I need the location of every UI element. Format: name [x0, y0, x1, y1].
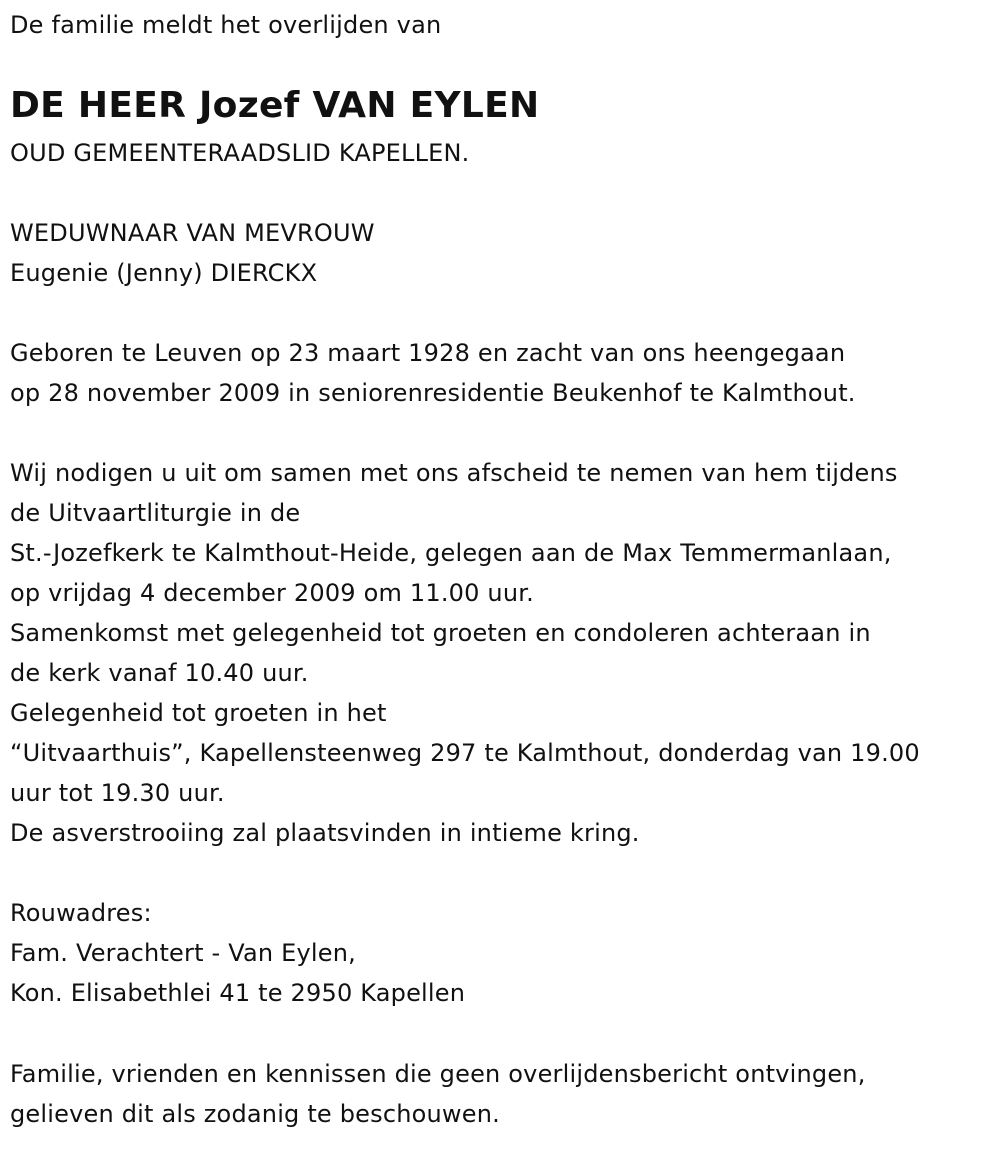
ceremony-line-4: op vrijdag 4 december 2009 om 11.00 uur.	[10, 579, 534, 607]
widower-line-1: WEDUWNAAR VAN MEVROUW	[10, 219, 375, 247]
ceremony-line-1: Wij nodigen u uit om samen met ons afscheid te nemen van hem tijdens	[10, 459, 898, 487]
address-label: Rouwadres:	[10, 899, 152, 927]
ceremony-line-2: de Uitvaartliturgie in de	[10, 499, 301, 527]
birth-death-line-1: Geboren te Leuven op 23 maart 1928 en zacht van ons heengegaan	[10, 339, 846, 367]
ceremony-line-10: De asverstrooiing zal plaatsvinden in intieme kring.	[10, 819, 640, 847]
ceremony-line-9: uur tot 19.30 uur.	[10, 779, 225, 807]
ceremony-line-5: Samenkomst met gelegenheid tot groeten en condoleren achteraan in	[10, 619, 871, 647]
deceased-name: DE HEER Jozef VAN EYLEN	[10, 85, 540, 126]
deceased-title: OUD GEMEENTERAADSLID KAPELLEN.	[10, 139, 470, 167]
closing-line-2: gelieven dit als zodanig te beschouwen.	[10, 1100, 500, 1128]
birth-death-line-2: op 28 november 2009 in seniorenresidentie Beukenhof te Kalmthout.	[10, 379, 856, 407]
address-street: Kon. Elisabethlei 41 te 2950 Kapellen	[10, 979, 466, 1007]
intro-text: De familie meldt het overlijden van	[10, 11, 442, 39]
ceremony-line-7: Gelegenheid tot groeten in het	[10, 699, 387, 727]
widower-line-2: Eugenie (Jenny) DIERCKX	[10, 259, 318, 287]
ceremony-line-3: St.-Jozefkerk te Kalmthout-Heide, gelegen aan de Max Temmermanlaan,	[10, 539, 892, 567]
ceremony-line-8: “Uitvaarthuis”, Kapellensteenweg 297 te Kalmthout, donderdag van 19.00	[10, 739, 920, 767]
ceremony-line-6: de kerk vanaf 10.40 uur.	[10, 659, 309, 687]
address-family: Fam. Verachtert - Van Eylen,	[10, 939, 356, 967]
closing-line-1: Familie, vrienden en kennissen die geen overlijdensbericht ontvingen,	[10, 1060, 866, 1088]
